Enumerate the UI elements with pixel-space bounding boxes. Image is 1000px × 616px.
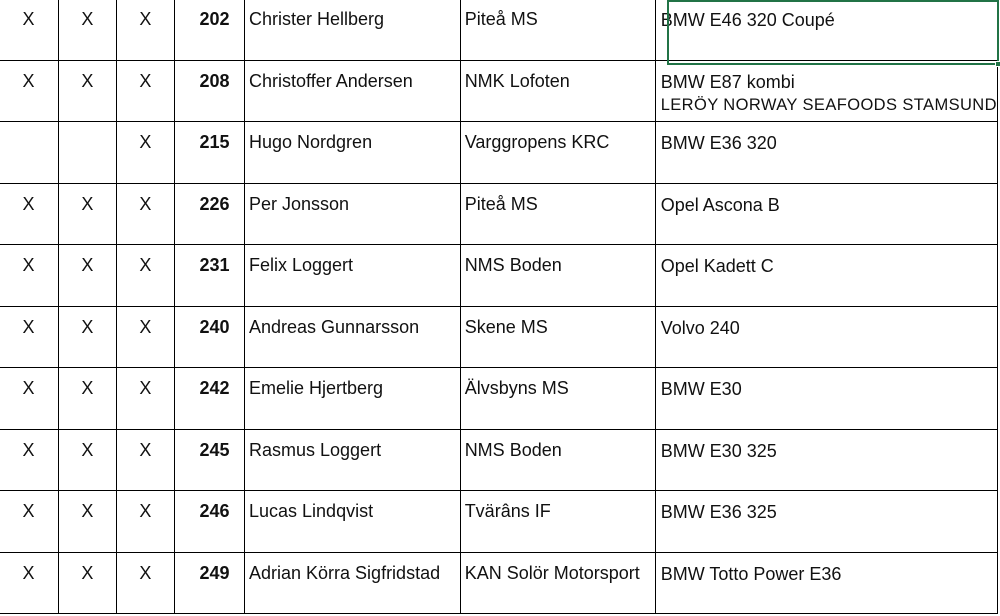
club-cell[interactable] — [460, 306, 655, 368]
check-mark: X — [22, 9, 35, 29]
driver-name: Christoffer Andersen — [249, 70, 413, 91]
club-name: NMK Lofoten — [464, 70, 570, 91]
start-number: 231 — [199, 255, 230, 275]
driver-cell[interactable] — [245, 491, 461, 553]
table-row — [0, 491, 998, 553]
check-cell-1[interactable] — [0, 245, 58, 307]
start-number: 226 — [199, 193, 230, 214]
car-model: BMW E87 kombi — [660, 71, 795, 92]
car-model: BMW E46 320 Coupé — [660, 10, 835, 30]
driver-cell[interactable] — [245, 552, 461, 614]
car-model: BMW E36 320 — [660, 133, 777, 153]
check-cell-1[interactable] — [0, 122, 58, 184]
check-mark: X — [139, 255, 152, 275]
check-mark: X — [81, 378, 94, 398]
club-name: Älvsbyns MS — [464, 378, 569, 398]
check-mark: X — [139, 9, 152, 29]
check-mark — [0, 122, 58, 132]
car-cell[interactable] — [655, 368, 997, 430]
car-cell[interactable] — [655, 122, 997, 184]
car-cell[interactable] — [655, 245, 997, 307]
check-cell-3[interactable] — [116, 183, 174, 245]
fill-handle[interactable] — [995, 61, 1000, 67]
driver-name: Felix Loggert — [249, 255, 354, 275]
car-cell[interactable] — [655, 0, 997, 60]
start-number: 215 — [199, 132, 230, 152]
check-cell-2[interactable] — [58, 122, 116, 184]
driver-cell[interactable] — [245, 60, 461, 122]
start-number-cell[interactable] — [174, 368, 244, 430]
driver-name: Per Jonsson — [249, 193, 350, 214]
check-cell-2[interactable] — [58, 245, 116, 307]
check-mark: X — [139, 562, 152, 583]
club-name: NMS Boden — [464, 255, 562, 275]
check-cell-3[interactable] — [116, 491, 174, 553]
club-name: Tvärâns IF — [464, 501, 551, 521]
check-cell-2[interactable] — [58, 0, 116, 60]
table-row — [0, 183, 998, 245]
start-number-cell[interactable] — [174, 122, 244, 184]
car-model: BMW E30 325 — [660, 440, 777, 461]
start-number: 246 — [199, 501, 230, 521]
driver-cell[interactable] — [245, 0, 461, 60]
car-model: Opel Ascona B — [660, 194, 780, 215]
check-mark: X — [81, 9, 94, 29]
driver-name: Rasmus Loggert — [249, 439, 382, 460]
start-number-cell[interactable] — [174, 183, 244, 245]
table-row — [0, 368, 998, 430]
start-number: 249 — [199, 562, 230, 583]
check-mark: X — [81, 316, 94, 337]
car-cell[interactable] — [655, 491, 997, 553]
club-name: NMS Boden — [464, 439, 562, 460]
start-number: 245 — [199, 439, 230, 460]
driver-name: Christer Hellberg — [249, 9, 385, 29]
check-cell-2[interactable] — [58, 429, 116, 491]
check-cell-1[interactable] — [0, 552, 58, 614]
car-model: BMW E30 — [660, 379, 742, 399]
check-mark: X — [81, 255, 94, 275]
table-row — [0, 60, 998, 122]
start-number-cell[interactable] — [174, 306, 244, 368]
check-mark: X — [139, 378, 152, 398]
car-cell[interactable] — [655, 183, 997, 245]
driver-name: Emelie Hjertberg — [249, 378, 384, 398]
club-cell[interactable] — [460, 552, 655, 614]
car-cell[interactable] — [655, 552, 997, 614]
club-name: KAN Solör Motorsport — [464, 562, 640, 583]
check-mark: X — [22, 439, 35, 460]
start-number: 240 — [199, 316, 230, 337]
check-cell-3[interactable] — [116, 0, 174, 60]
check-cell-2[interactable] — [58, 183, 116, 245]
table-row — [0, 306, 998, 368]
driver-cell[interactable] — [245, 429, 461, 491]
check-cell-2[interactable] — [58, 60, 116, 122]
check-mark: X — [22, 193, 35, 214]
check-mark: X — [139, 316, 152, 337]
start-number: 242 — [199, 378, 230, 398]
check-cell-1[interactable] — [0, 491, 58, 553]
check-cell-3[interactable] — [116, 60, 174, 122]
check-mark — [59, 122, 116, 132]
driver-cell[interactable] — [245, 368, 461, 430]
check-mark: X — [139, 132, 152, 152]
driver-name: Adrian Körra Sigfridstad — [249, 562, 441, 583]
check-cell-3[interactable] — [116, 306, 174, 368]
car-cell[interactable] — [655, 306, 997, 368]
club-cell[interactable] — [460, 245, 655, 307]
club-name: Piteå MS — [464, 193, 538, 214]
table-row — [0, 0, 998, 60]
car-model: BMW Totto Power E36 — [660, 563, 842, 584]
check-cell-1[interactable] — [0, 183, 58, 245]
start-number: 208 — [199, 70, 230, 91]
check-mark: X — [139, 501, 152, 521]
start-number-cell[interactable] — [174, 60, 244, 122]
car-model: Volvo 240 — [660, 317, 740, 338]
driver-cell[interactable] — [245, 183, 461, 245]
check-cell-2[interactable] — [58, 306, 116, 368]
check-mark: X — [81, 70, 94, 91]
club-name: Piteå MS — [464, 9, 538, 29]
check-cell-3[interactable] — [116, 122, 174, 184]
start-number-cell[interactable] — [174, 429, 244, 491]
check-cell-1[interactable] — [0, 368, 58, 430]
check-mark: X — [81, 501, 94, 521]
club-cell[interactable] — [460, 429, 655, 491]
club-cell[interactable] — [460, 368, 655, 430]
check-cell-3[interactable] — [116, 552, 174, 614]
check-mark: X — [81, 193, 94, 214]
car-cell[interactable] — [655, 60, 997, 122]
check-mark: X — [22, 378, 35, 398]
check-mark: X — [22, 316, 35, 337]
driver-name: Lucas Lindqvist — [249, 501, 374, 521]
start-number-cell[interactable] — [174, 0, 244, 60]
check-cell-2[interactable] — [58, 491, 116, 553]
driver-cell[interactable] — [245, 122, 461, 184]
car-model: BMW E36 325 — [660, 502, 777, 522]
driver-cell[interactable] — [245, 306, 461, 368]
check-cell-1[interactable] — [0, 306, 58, 368]
check-mark: X — [139, 193, 152, 214]
start-number-cell[interactable] — [174, 245, 244, 307]
start-number: 202 — [199, 9, 230, 29]
check-mark: X — [22, 501, 35, 521]
club-cell[interactable] — [460, 183, 655, 245]
check-mark: X — [81, 439, 94, 460]
check-mark: X — [22, 255, 35, 275]
check-cell-3[interactable] — [116, 368, 174, 430]
check-mark: X — [139, 70, 152, 91]
check-mark: X — [81, 562, 94, 583]
club-cell[interactable] — [460, 122, 655, 184]
check-cell-2[interactable] — [58, 368, 116, 430]
club-cell[interactable] — [460, 0, 655, 60]
car-sponsor: LERÖY NORWAY SEAFOODS STAMSUND — [660, 96, 997, 115]
driver-name: Hugo Nordgren — [249, 132, 373, 152]
check-cell-1[interactable] — [0, 429, 58, 491]
table-row — [0, 552, 998, 614]
club-name: Varggropens KRC — [464, 132, 610, 152]
check-cell-2[interactable] — [58, 552, 116, 614]
start-number-cell[interactable] — [174, 552, 244, 614]
car-model: Opel Kadett C — [660, 256, 774, 276]
table-row — [0, 429, 998, 491]
check-cell-3[interactable] — [116, 245, 174, 307]
club-name: Skene MS — [464, 316, 548, 337]
check-mark: X — [22, 562, 35, 583]
check-cell-1[interactable] — [0, 0, 58, 60]
start-number-cell[interactable] — [174, 491, 244, 553]
table-row — [0, 122, 998, 184]
check-cell-1[interactable] — [0, 60, 58, 122]
car-cell[interactable] — [655, 429, 997, 491]
club-cell[interactable] — [460, 60, 655, 122]
table-row — [0, 245, 998, 307]
club-cell[interactable] — [460, 491, 655, 553]
driver-name: Andreas Gunnarsson — [249, 316, 420, 337]
driver-cell[interactable] — [245, 245, 461, 307]
check-cell-3[interactable] — [116, 429, 174, 491]
check-mark: X — [22, 70, 35, 91]
check-mark: X — [139, 439, 152, 460]
